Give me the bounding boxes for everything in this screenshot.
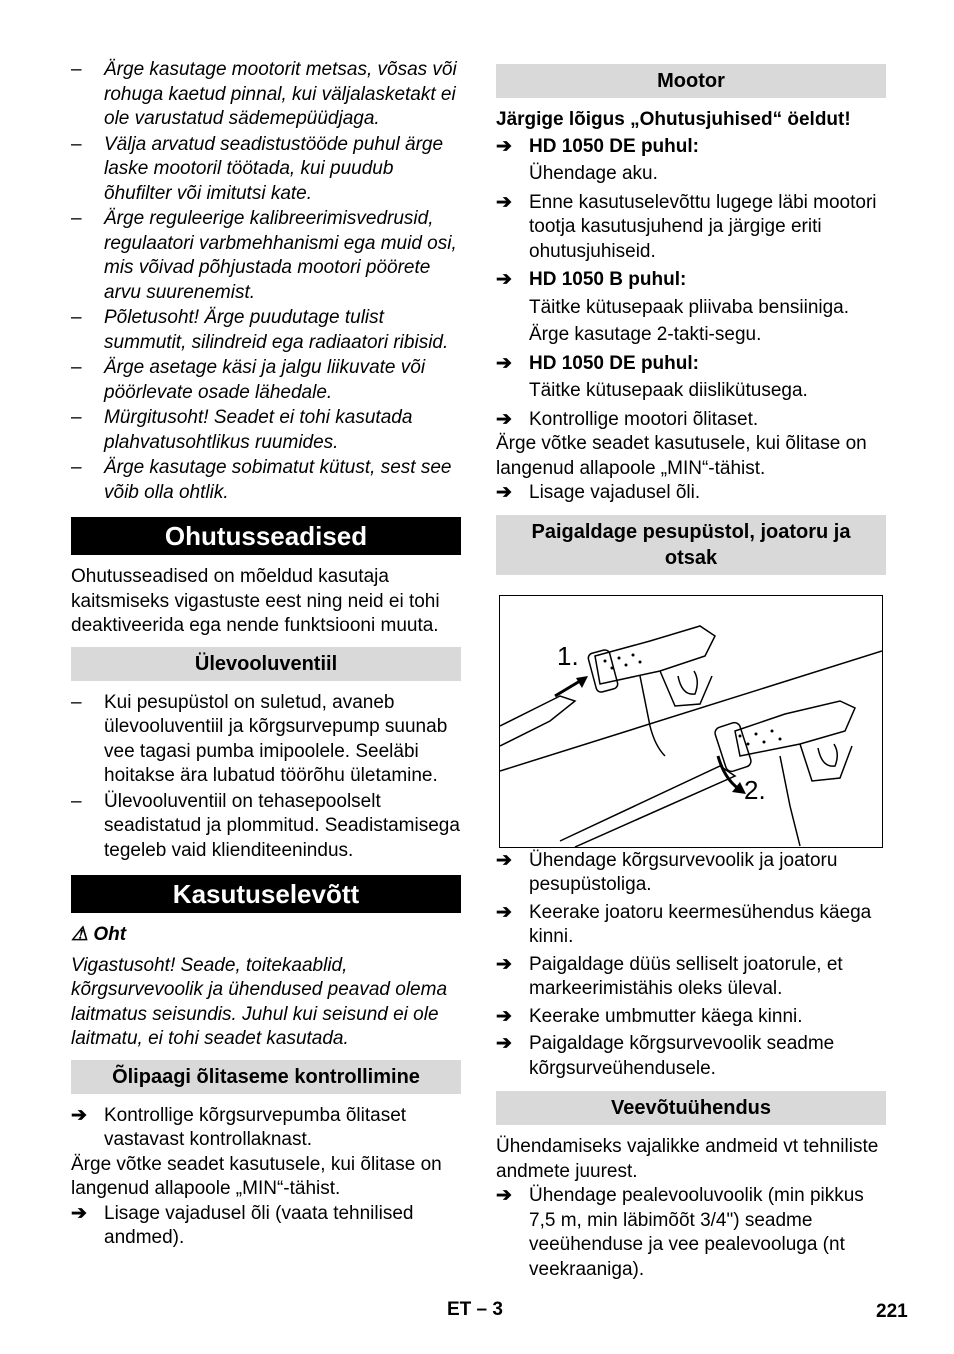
arrow-icon: ➔	[496, 901, 512, 923]
motor-intro: Järgige lõigus „Ohutusjuhised“ öeldut!	[496, 109, 851, 130]
list-item: – Ärge kasutage mootorit metsas, võsas või rohuga kaetud pinnal, kui väljalasketakt ei ole varustatud sädemepüüdjaga.	[71, 58, 461, 132]
motor-note: Ärge võtke seadet kasutusele, kui õlitase on langenud allapoole „MIN“-tähist.	[496, 433, 867, 479]
mount-steps	[496, 849, 886, 1082]
left-column	[71, 58, 461, 1251]
arrow-icon: ➔	[71, 1104, 87, 1126]
safety-text: Ohutusseadised on mõeldud kasutaja kaitsmiseks vigastuste eest ning neid ei tohi deaktiveerida ega nende funktsiooni muuta.	[71, 566, 440, 636]
subsection-heading-oil: Õlipaagi õlitaseme kontrollimine	[71, 1060, 461, 1094]
arrow-icon: ➔	[496, 408, 512, 430]
instruction-step: ➔ HD 1050 DE puhul:	[496, 352, 886, 377]
arrow-icon: ➔	[496, 482, 512, 503]
arrow-icon: ➔	[496, 269, 512, 290]
instruction-step: ➔ Ühendage pealevooluvoolik (min pikkus 7,5 m, min läbimõõt 3/4") seadme veeühenduse ja vee pealevooluga (nt veekraaniga).	[496, 1185, 864, 1280]
instruction-step: ➔ HD 1050 B puhul:	[496, 268, 886, 293]
warning-triangle-icon: ⚠	[71, 924, 89, 945]
arrow-icon: ➔	[496, 1033, 512, 1054]
oil-note: Ärge võtke seadet kasutusele, kui õlitase on langenud allapoole „MIN“-tähist.	[71, 1153, 442, 1199]
page-number: 221	[876, 1301, 908, 1322]
section-heading-safety: Ohutusseadised	[71, 517, 461, 555]
list-item: – Ärge asetage käsi ja jalgu liikuvate või pöörlevate osade lähedale.	[71, 356, 461, 405]
arrow-icon: ➔	[496, 953, 512, 975]
list-item: – Mürgitusoht! Seadet ei tohi kasutada plahvatusohtlikus ruumides.	[71, 406, 461, 455]
footer-section-label: ET – 3	[447, 1299, 503, 1320]
instruction-step: ➔ Paigaldage düüs selliselt joatorule, et markeerimistähis oleks üleval.	[496, 953, 843, 999]
figure-step-label-2: 2.	[744, 774, 766, 805]
list-item: – Välja arvatud seadistustööde puhul ärge laske mootoril töötada, kui puudub õhufilter või imitutsi kate.	[71, 133, 461, 207]
water-text: Ühendamiseks vajalikke andmeid vt tehniliste andmete juurest.	[496, 1136, 879, 1182]
instruction-step: ➔ Keerake joatoru keermesühendus käega kinni.	[496, 901, 872, 947]
arrow-icon: ➔	[496, 191, 512, 213]
figure-step-label-1: 1.	[557, 640, 579, 671]
danger-label-text: Oht	[93, 924, 127, 945]
right-column	[496, 58, 886, 1282]
list-item: – Ärge reguleerige kalibreerimisvedrusid, regulaatori varbmehhanismi ega muid osi, mis võivad põhjustada mootori pöörete arvu suurenemist.	[71, 207, 461, 305]
instruction-step: ➔ Lisage vajadusel õli.	[496, 481, 886, 506]
instruction-step: ➔ Ühendage kõrgsurvevoolik ja joatoru pesupüstoliga.	[496, 849, 838, 895]
arrow-icon: ➔	[496, 1185, 512, 1206]
intro-warning-list	[71, 58, 461, 505]
instruction-detail: Täitke kütusepaak diislikütusega.	[529, 380, 808, 401]
subsection-heading-mount: Paigaldage pesupüstol, joatoru ja otsak	[496, 515, 886, 575]
instruction-step: ➔ HD 1050 DE puhul:	[496, 135, 886, 160]
subsection-heading-overflow: Ülevooluventiil	[71, 647, 461, 681]
instruction-step: ➔ Kontrollige kõrgsurvepumba õlitaset vastavast kontrollaknast.	[71, 1104, 407, 1150]
arrow-icon: ➔	[496, 1005, 512, 1027]
instruction-detail: Ühendage aku.	[529, 163, 658, 184]
list-item: – Põletusoht! Ärge puudutage tulist summutit, silindreid ega radiaatori ribisid.	[71, 306, 461, 355]
spray-gun-illustration	[500, 596, 882, 847]
instruction-detail: Ärge kasutage 2-takti-segu.	[529, 324, 762, 345]
arrow-icon: ➔	[496, 849, 512, 871]
danger-text: Vigastusoht! Seade, toitekaablid, kõrgsurvevoolik ja ühendused peavad olema laitmatus seisundis. Juhul kui seisund ei ole laitmatu, ei tohi seadet kasutada.	[71, 954, 448, 1049]
subsection-heading-motor: Mootor	[496, 64, 886, 98]
list-item: – Ärge kasutage sobimatut kütust, sest see võib olla ohtlik.	[71, 456, 461, 505]
instruction-detail: Täitke kütusepaak pliivaba bensiiniga.	[529, 296, 850, 318]
list-item: – Ülevooluventiil on tehasepoolselt seadistatud ja plommitud. Seadistamisega tegeleb vaid klienditeenindus.	[71, 790, 461, 864]
arrow-icon: ➔	[71, 1202, 87, 1224]
instruction-step: ➔ Kontrollige mootori õlitaset.	[496, 408, 886, 433]
instruction-step: ➔ Keerake umbmutter käega kinni.	[496, 1005, 886, 1030]
instruction-step: ➔ Paigaldage kõrgsurvevoolik seadme kõrgsurveühendusele.	[496, 1033, 835, 1079]
spray-gun-assembly-figure	[499, 595, 883, 848]
arrow-icon: ➔	[496, 352, 512, 374]
subsection-heading-water: Veevõtuühendus	[496, 1091, 886, 1125]
instruction-step: ➔ Lisage vajadusel õli (vaata tehnilised andmed).	[71, 1202, 414, 1248]
section-heading-startup: Kasutuselevõtt	[71, 875, 461, 913]
list-item: – Kui pesupüstol on suletud, avaneb ülevooluventiil ja kõrgsurvepump suunab vee tagasi pumba imipoolele. Seeläbi hoitakse ära lubatud töörõhu ületamine.	[71, 691, 461, 789]
arrow-icon: ➔	[496, 135, 512, 157]
instruction-step: ➔ Enne kasutuselevõttu lugege läbi mootori tootja kasutusjuhend ja järgige eriti ohutusjuhiseid.	[496, 191, 877, 262]
danger-label	[71, 923, 461, 948]
